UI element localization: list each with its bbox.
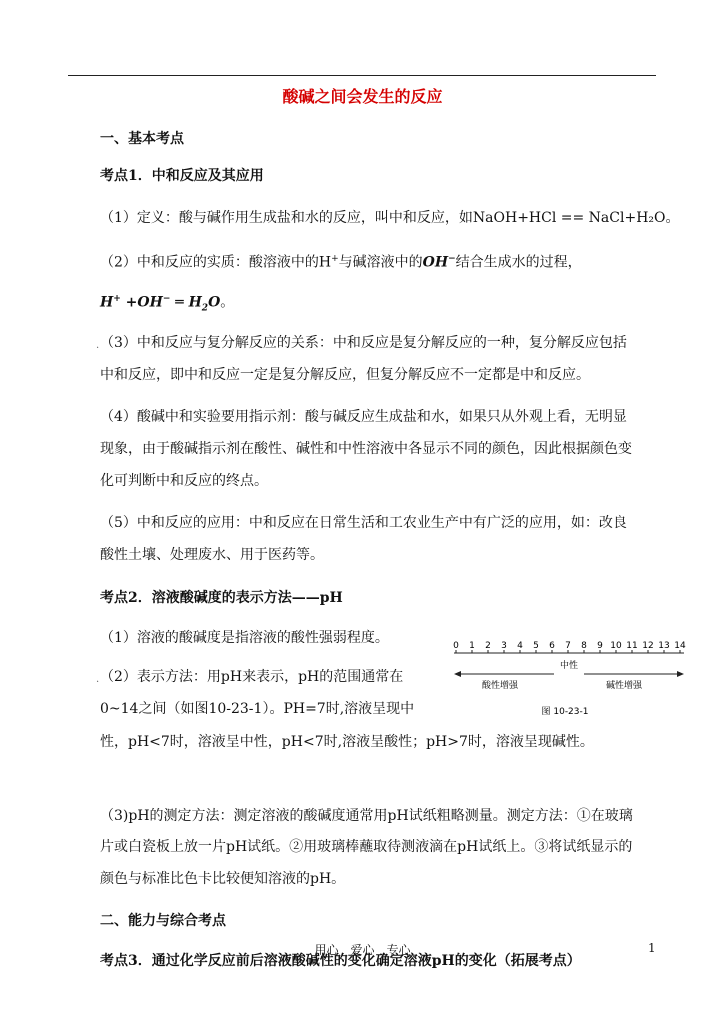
ph-tick-label: 5 xyxy=(533,641,539,651)
ph-tick-label: 9 xyxy=(597,641,603,651)
kp1-heading: 考点1．中和反应及其应用 xyxy=(100,168,264,184)
margin-mark: . xyxy=(96,674,100,685)
footer-word: 用心 xyxy=(314,943,339,957)
ph-tick-label: 6 xyxy=(549,641,555,651)
kp2-heading: 考点2．溶液酸碱度的表示方法——pH xyxy=(100,590,343,606)
ph-tick-label: 0 xyxy=(453,641,459,651)
acid-label: 酸性增强 xyxy=(481,681,519,691)
base-arrow-head xyxy=(677,671,684,677)
kp3-heading: 考点3．通过化学反应前后溶液酸碱性的变化确定溶液pH的变化（拓展考点） xyxy=(100,953,581,969)
margin-mark: . xyxy=(96,340,100,351)
ph-tick-label: 12 xyxy=(642,641,654,651)
para-indicator-line3: 化可判断中和反应的终点。 xyxy=(100,473,268,489)
page-title: 酸碱之间会发生的反应 xyxy=(282,87,443,106)
para-definition: （1）定义：酸与碱作用生成盐和水的反应，叫中和反应，如NaOH+HCl == NaCl+H₂O。 xyxy=(100,210,680,226)
ph-tick-label: 11 xyxy=(626,641,638,651)
para-ph-measure-line3: 颜色与标准比色卡比较便知溶液的pH。 xyxy=(100,871,346,887)
para-relation-line1: （3）中和反应与复分解反应的关系：中和反应是复分解反应的一种，复分解反应包括 xyxy=(100,335,627,351)
acid-arrow-head xyxy=(454,671,461,677)
ph-tick-label: 8 xyxy=(581,641,587,651)
para-ph-measure-line1: （3)pH的测定方法：测定溶液的酸碱度通常用pH试纸粗略测量。测定方法：①在玻璃 xyxy=(100,808,633,824)
header-rule xyxy=(68,75,656,76)
para-ph-method-line2: 0~14之间（如图10-23-1）。PH=7时,溶液呈现中 xyxy=(100,701,415,717)
footer-motto xyxy=(0,941,725,958)
ph-tick-label: 2 xyxy=(485,641,491,651)
para-ph-measure-line2: 片或白瓷板上放一片pH试纸。②用玻璃棒蘸取待测液滴在pH试纸上。③将试纸显示的 xyxy=(100,839,633,855)
para-indicator-line1: （4）酸碱中和实验要用指示剂：酸与碱反应生成盐和水，如果只从外观上看，无明显 xyxy=(100,409,627,425)
footer-word: 专心 xyxy=(386,943,411,957)
para-application-line2: 酸性土壤、处理废水、用于医药等。 xyxy=(100,547,324,563)
base-label: 碱性增强 xyxy=(605,681,643,691)
equation-neutralization: H+ +OH− ═ $H_2O$。 xyxy=(100,294,235,314)
para-application-line1: （5）中和反应的应用：中和反应在日常生活和工农业生产中有广泛的应用，如：改良 xyxy=(100,515,627,531)
ph-scale-svg xyxy=(448,636,698,720)
figure-caption: 图 10-23-1 xyxy=(541,707,589,717)
ph-tick-label: 7 xyxy=(565,641,571,651)
para-indicator-line2: 现象，由于酸碱指示剂在酸性、碱性和中性溶液中各显示不同的颜色，因此根据颜色变 xyxy=(100,441,632,457)
page-number: 1 xyxy=(648,941,656,955)
ph-tick-label: 13 xyxy=(658,641,670,651)
para-ph-definition: （1）溶液的酸碱度是指溶液的酸性强弱程度。 xyxy=(100,630,389,646)
para-ph-method-line3: 性，pH<7时，溶液呈中性，pH<7时,溶液呈酸性；pH>7时，溶液呈现碱性。 xyxy=(100,734,594,750)
para-essence-line1: （2）中和反应的实质：酸溶液中的H+与碱溶液中的OH−结合生成水的过程， xyxy=(100,254,582,271)
neutral-label: 中性 xyxy=(559,661,579,671)
ph-tick-labels xyxy=(453,641,686,651)
footer-word: 爱心 xyxy=(350,943,375,957)
section-heading-basic: 一、基本考点 xyxy=(100,131,184,147)
ph-tick-label: 4 xyxy=(517,641,523,651)
para-ph-method-line1: （2）表示方法：用pH来表示，pH的范围通常在 xyxy=(100,669,404,685)
para-relation-line2: 中和反应，即中和反应一定是复分解反应，但复分解反应不一定都是中和反应。 xyxy=(100,367,590,383)
ph-tick-label: 10 xyxy=(610,641,622,651)
ph-tick-label: 1 xyxy=(469,641,475,651)
section-heading-ability: 二、能力与综合考点 xyxy=(100,913,226,929)
ph-tick-label: 14 xyxy=(674,641,686,651)
ph-tick-label: 3 xyxy=(501,641,507,651)
ph-scale-figure xyxy=(448,636,698,720)
